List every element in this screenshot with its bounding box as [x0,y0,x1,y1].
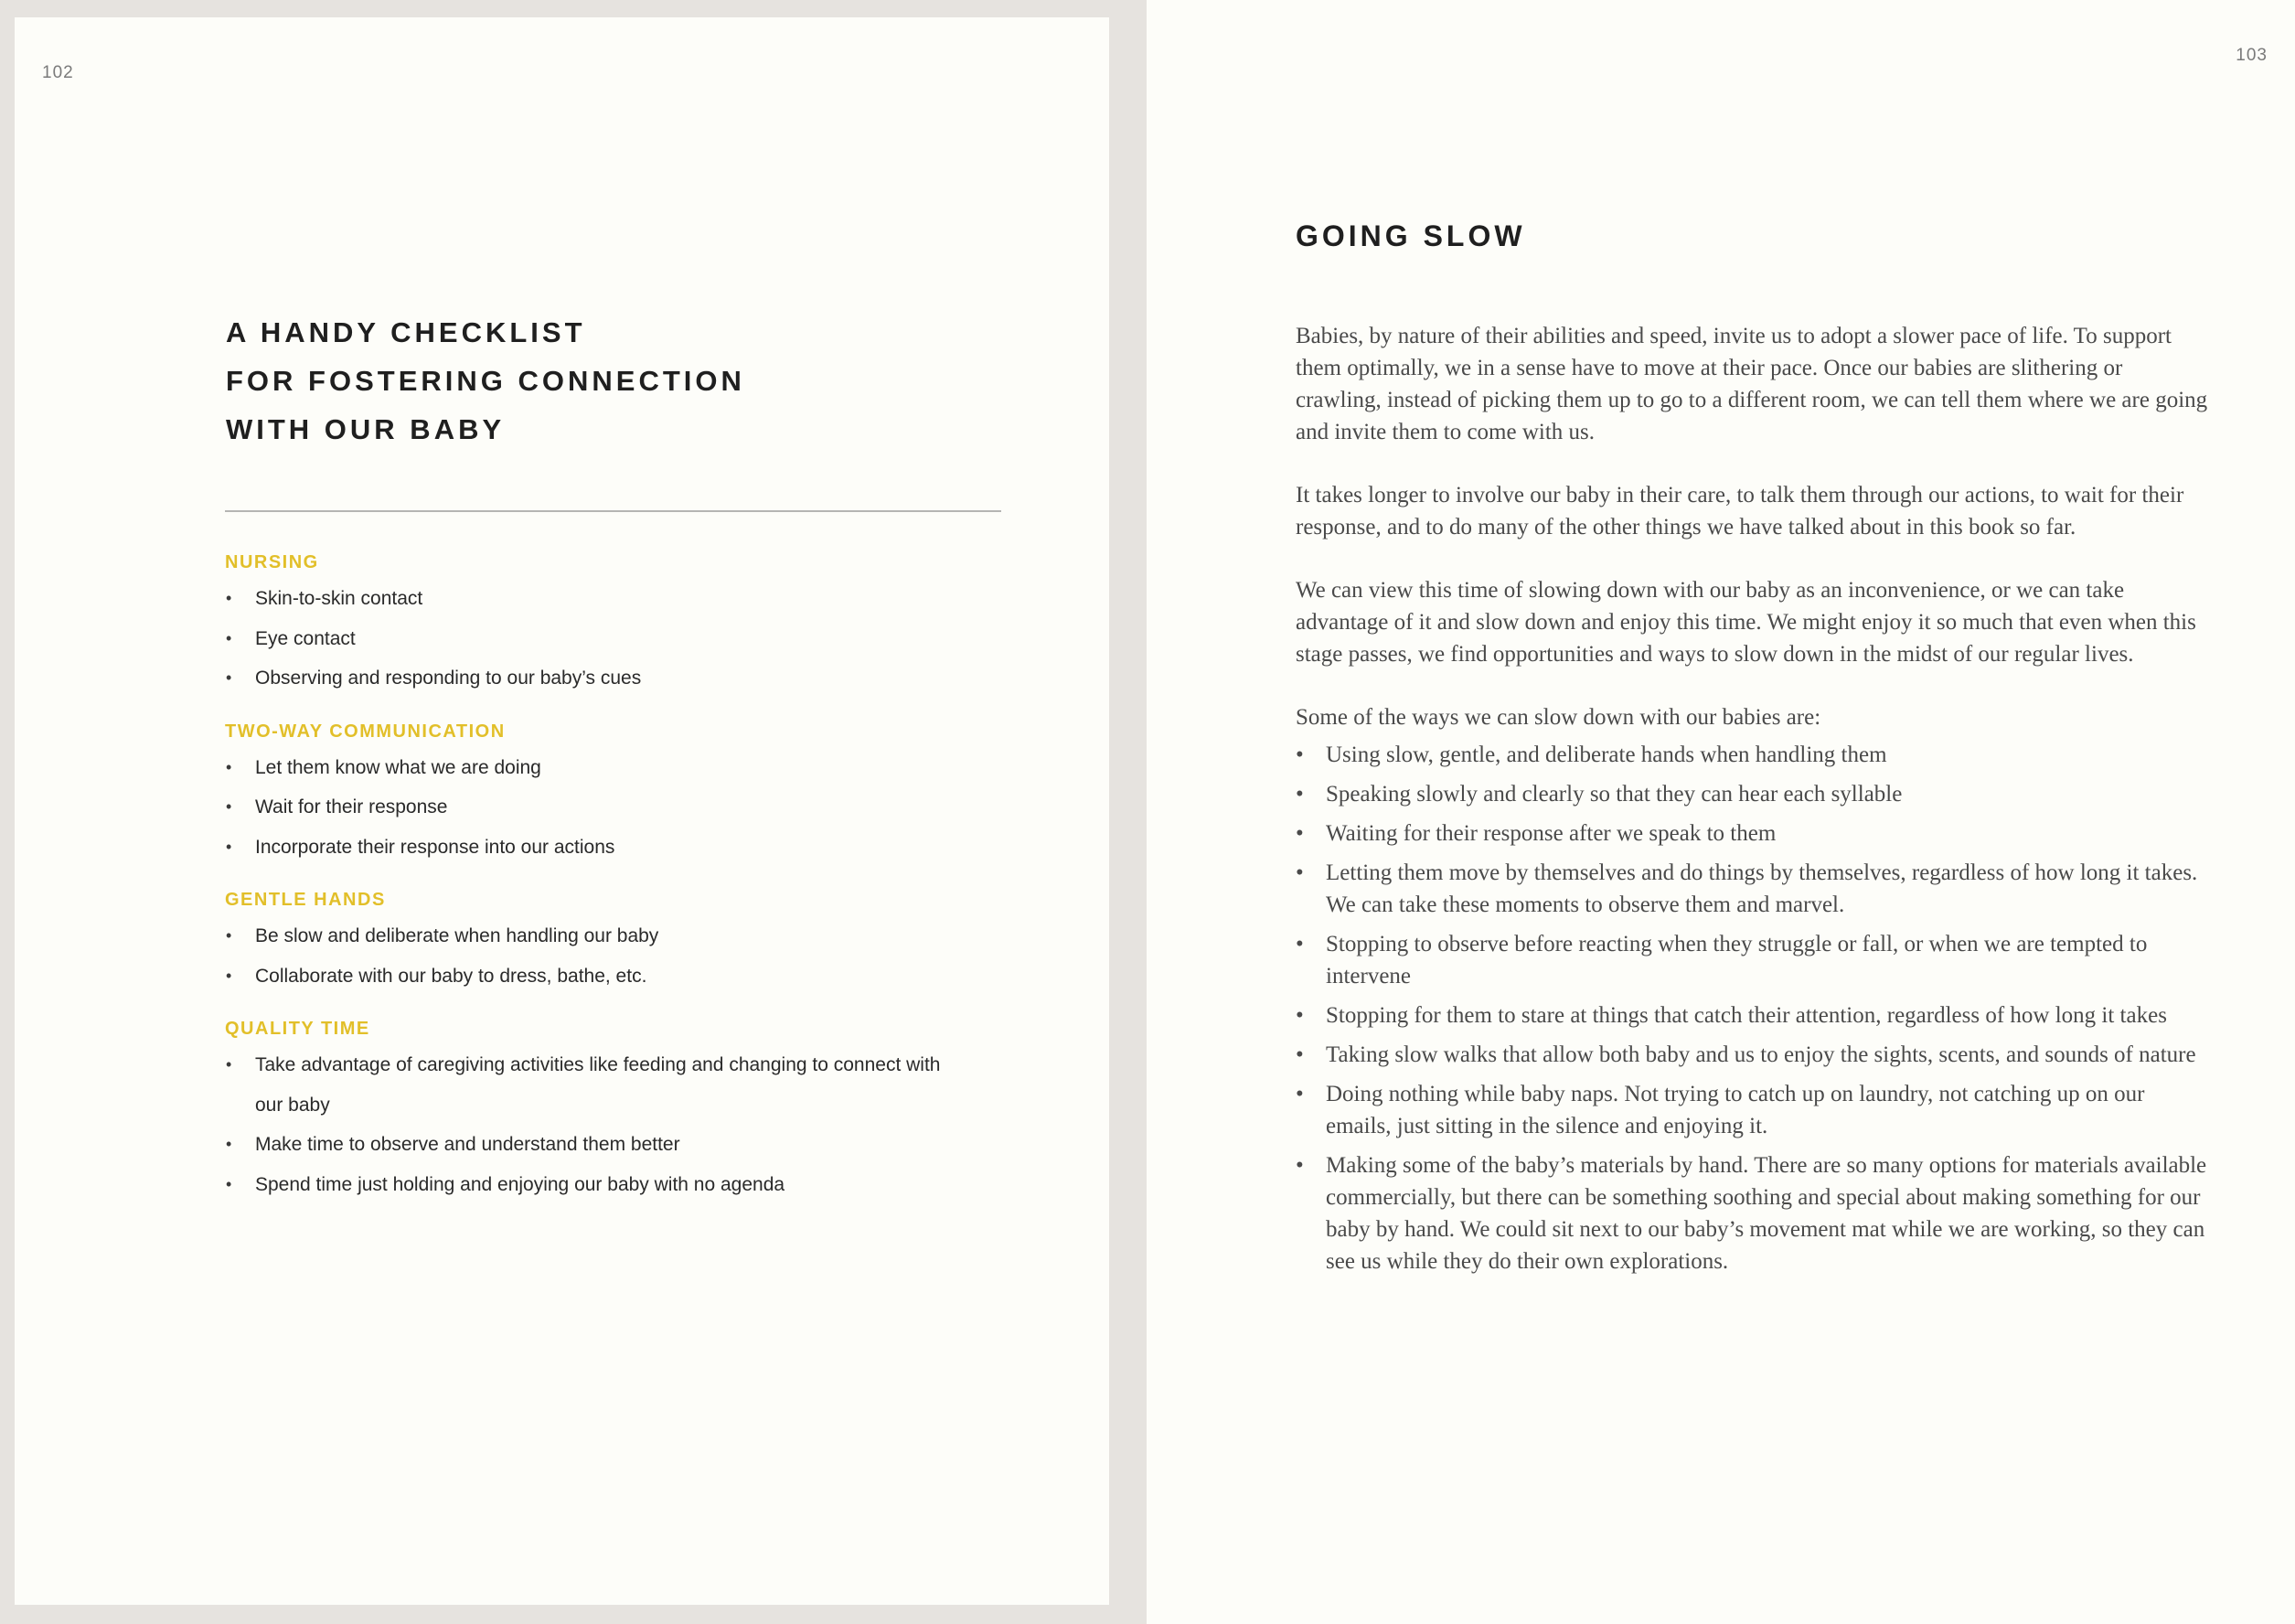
checklist-item-text: Take advantage of caregiving activities like feeding and changing to connect with our baby [255,1054,941,1116]
list-item-text: Stopping to observe before reacting when they struggle or fall, or when we are tempted to intervene [1326,932,2148,988]
checklist-item [225,658,1030,699]
checklist-title [226,308,957,454]
checklist-item [225,1045,968,1125]
section-heading: TWO-WAY COMMUNICATION [225,721,506,742]
list-item [1296,1039,2210,1071]
bullet-icon: • [226,926,232,945]
page-title: GOING SLOW [1296,219,1526,252]
list-item [1296,817,2210,849]
checklist-item-text: Observing and responding to our baby’s cues [255,668,642,689]
checklist-item [225,828,1030,868]
checklist-item [225,916,1030,956]
checklist-item-text: Incorporate their response into our actions [255,836,615,858]
checklist-sections [225,546,1030,1221]
bullet-icon: • [226,1174,232,1193]
list-item [1296,739,2210,771]
list-item-text: Doing nothing while baby naps. Not trying to catch up on laundry, not catching up on our emails, just sitting in the silence and enjoying it. [1326,1082,2145,1138]
checklist-title-line: WITH OUR BABY [226,413,506,445]
checklist [225,916,1030,996]
bullet-icon: • [226,589,232,607]
checklist-item-text: Be slow and deliberate when handling our baby [255,925,659,946]
checklist [225,748,1030,868]
checklist [225,1045,1030,1204]
list-item [1296,778,2210,810]
paragraph: It takes longer to involve our baby in their care, to talk them through our actions, to wait for their response, and to do many of the other things we have talked about in this book so far. [1296,483,2184,540]
bullet-icon: • [1296,743,1304,767]
checklist-item-text: Spend time just holding and enjoying our baby with no agenda [255,1173,785,1195]
list-item [1296,1149,2210,1277]
checklist-title-line: A HANDY CHECKLIST [226,316,586,348]
list-item [1296,857,2210,921]
list-item [1296,928,2210,992]
checklist-item [225,1165,1030,1205]
paragraph: We can view this time of slowing down with our baby as an inconvenience, or we can take advantage of it and slow down and enjoy this time. We might enjoy it so much that even when this stage passes, we find opportunities and ways to slow down in the midst of our regular lives. [1296,578,2196,667]
list-item-text: Letting them move by themselves and do things by themselves, regardless of how long it takes. We can take these moments to observe them and marvel. [1326,860,2198,917]
bullet-icon: • [1296,1082,1304,1106]
bullet-icon: • [1296,1003,1304,1028]
bullet-icon: • [226,757,232,776]
list-intro: Some of the ways we can slow down with our babies are: [1296,705,1821,730]
bullet-icon: • [1296,1042,1304,1067]
list-item-text: Waiting for their response after we speak to them [1326,821,1777,846]
checklist-item [225,787,1030,828]
list-item [1296,1078,2210,1142]
checklist-item [225,956,1030,997]
section-heading: NURSING [225,552,319,572]
section-heading: QUALITY TIME [225,1019,370,1039]
checklist-item-text: Skin-to-skin contact [255,588,423,609]
page-number-left: 102 [42,63,74,82]
bullet-icon: • [226,1135,232,1153]
section-heading: GENTLE HANDS [225,890,386,910]
checklist-item [225,579,1030,619]
bullet-icon: • [226,966,232,985]
right-page [1147,0,2295,1624]
list-item-text: Speaking slowly and clearly so that they can hear each syllable [1326,782,1903,807]
section-two-way-communication [225,715,1030,868]
list-item-text: Making some of the baby’s materials by hand. There are so many options for materials available commercially, but there can be something soothing and special about making something for our baby by hand. We could sit next to our baby’s movement mat while we are working, so they can see us while they do their own explorations. [1326,1153,2207,1274]
checklist-item-text: Make time to observe and understand them better [255,1134,680,1155]
bullet-icon: • [226,837,232,856]
section-nursing [225,546,1030,699]
body-text [1296,320,2210,1285]
section-gentle-hands [225,883,1030,996]
paragraph: Babies, by nature of their abilities and speed, invite us to adopt a slower pace of life. To support them optimally, we in a sense have to move at their pace. Once our babies are slithering or crawling, instead of picking them up to go to a different room, we can tell them where we are going and invite them to come with us. [1296,324,2208,444]
bullet-icon: • [1296,860,1304,885]
checklist-title-line: FOR FOSTERING CONNECTION [226,365,745,397]
bullet-icon: • [226,797,232,816]
list-item-text: Taking slow walks that allow both baby and us to enjoy the sights, scents, and sounds of nature [1326,1042,2196,1067]
page-number-right: 103 [2236,46,2268,65]
checklist-item [225,619,1030,659]
checklist-item-text: Let them know what we are doing [255,756,541,778]
ways-list [1296,739,2210,1277]
list-item-text: Stopping for them to stare at things that catch their attention, regardless of how long it takes [1326,1003,2167,1028]
checklist-item-text: Wait for their response [255,796,448,817]
bullet-icon: • [1296,1153,1304,1178]
bullet-icon: • [1296,821,1304,846]
bullet-icon: • [1296,932,1304,956]
list-item [1296,999,2210,1031]
section-quality-time [225,1012,1030,1204]
checklist-item [225,1125,1030,1165]
bullet-icon: • [226,1055,232,1074]
checklist-item-text: Eye contact [255,627,356,649]
left-page [15,17,1109,1605]
checklist-item-text: Collaborate with our baby to dress, bathe, etc. [255,965,647,987]
checklist [225,579,1030,699]
bullet-icon: • [226,628,232,647]
bullet-icon: • [1296,782,1304,807]
checklist-item [225,748,1030,788]
title-divider [225,510,1001,512]
list-item-text: Using slow, gentle, and deliberate hands when handling them [1326,743,1887,767]
bullet-icon: • [226,668,232,687]
